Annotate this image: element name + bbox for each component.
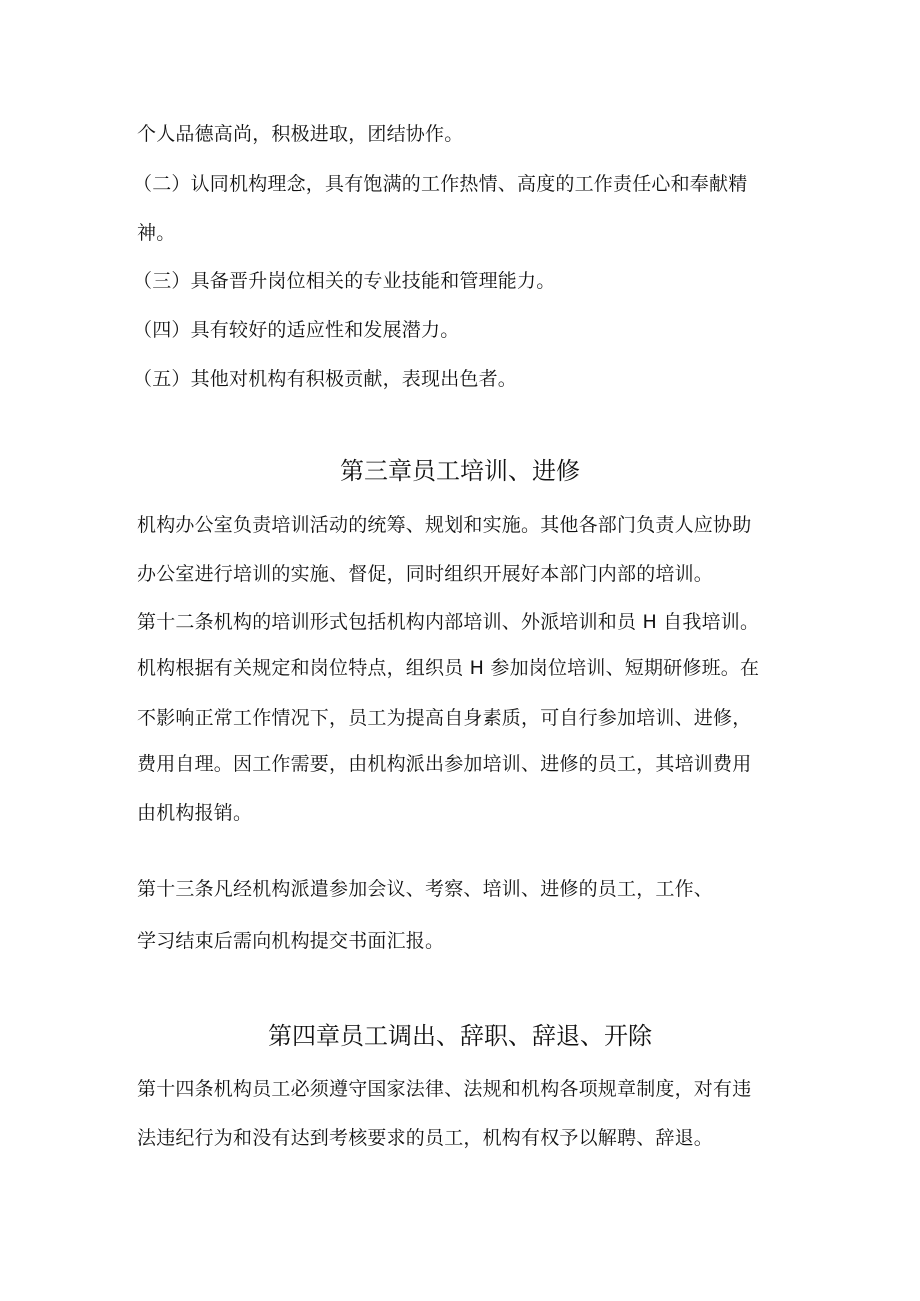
text-line: 神。	[137, 222, 176, 244]
text-line: （四）具有较好的适应性和发展潜力。	[133, 319, 460, 341]
text-line: 由机构报销。	[137, 802, 253, 824]
text-line: 第十三条凡经机构派遣参加会议、考察、培训、进修的员工，工作、	[137, 878, 714, 900]
text-line: 机构根据有关规定和岗位特点，组织员 H 参加岗位培训、短期研修班。在	[137, 657, 760, 679]
text-line: 个人品德高尚，积极进取，团结协作。	[137, 123, 464, 145]
text-line: 第十二条机构的培训形式包括机构内部培训、外派培训和员 H 自我培训。	[137, 611, 760, 633]
text-line: 不影响正常工作情况下，员工为提高自身素质，可自行参加培训、进修，	[137, 707, 752, 729]
text-line: 费用自理。因工作需要，由机构派出参加培训、进修的员工，其培训费用	[137, 753, 752, 775]
text-line: （三）具备晋升岗位相关的专业技能和管理能力。	[133, 270, 556, 292]
text-line: 第十四条机构员工必须遵守国家法律、法规和机构各项规章制度，对有违	[137, 1078, 752, 1100]
text-line: 法违纪行为和没有达到考核要求的员工，机构有权予以解聘、辞退。	[137, 1127, 714, 1149]
text-line: 机构办公室负责培训活动的统筹、规划和实施。其他各部门负责人应协助	[137, 514, 752, 536]
text-line: （五）其他对机构有积极贡献，表现出色者。	[133, 368, 518, 390]
text-line: 学习结束后需向机构提交书面汇报。	[137, 930, 445, 952]
text-line: 办公室进行培训的实施、督促，同时组织开展好本部门内部的培训。	[137, 563, 714, 585]
text-line: （二）认同机构理念，具有饱满的工作热情、高度的工作责任心和奉献精	[133, 173, 748, 195]
chapter-3-heading: 第三章员工培训、进修	[340, 457, 580, 485]
chapter-4-heading: 第四章员工调出、辞职、辞退、开除	[268, 1022, 652, 1050]
